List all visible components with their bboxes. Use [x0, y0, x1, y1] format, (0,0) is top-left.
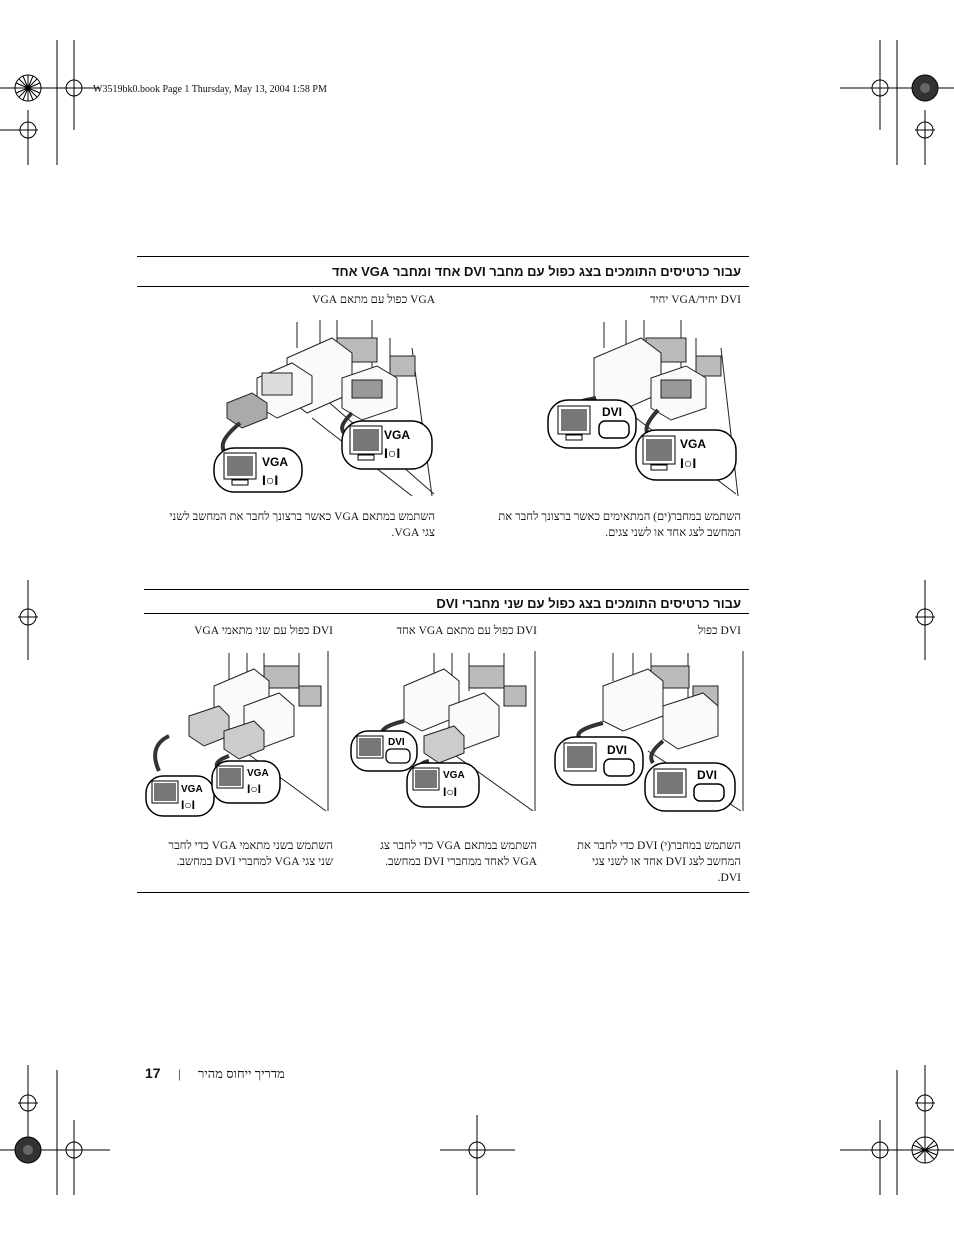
- section1-right-label-2: VGA: [680, 437, 707, 451]
- section1-right-label-1: DVI: [602, 405, 623, 419]
- section2-right-label-1: DVI: [607, 743, 628, 757]
- section1-top-rule: [137, 256, 749, 257]
- footer-separator: |: [178, 1066, 181, 1081]
- section2-left-label-2: VGA: [247, 768, 269, 779]
- section1-left-label-1: VGA: [262, 455, 289, 469]
- footer-guide-title: מדריך ייחוס מהיר: [198, 1066, 285, 1081]
- section1-left-description: השתמש במתאם VGA כאשר ברצונך לחבר את המחשב לשני צגי VGA.: [169, 511, 435, 539]
- section2-right-label-2: DVI: [697, 768, 718, 782]
- section2-title: עבור כרטיסים התומכים בצג כפול עם שני מחברי DVI: [436, 596, 741, 611]
- section1-right-illustration: [546, 318, 741, 496]
- section2-middle-description: השתמש במתאם VGA כדי לחבר צג VGA לאחד ממחברי DVI במחשב.: [380, 840, 537, 868]
- vga-port-icon: I○I: [262, 472, 279, 488]
- book-info-header: W3519bk0.book Page 1 Thursday, May 13, 2004 1:58 PM: [93, 84, 327, 95]
- section2-right-description: השתמש במחבר(י) DVI כדי לחבר את המחשב לצג DVI אחד או לשני צגי DVI.: [576, 840, 741, 884]
- section2-left-label-1: VGA: [181, 784, 203, 795]
- section2-right-illustration: [553, 651, 746, 816]
- vga-port-icon: I○I: [181, 798, 195, 812]
- section2-top-rule: [144, 589, 749, 590]
- section1-right-description: השתמש במחבר(ים) המתאימים כאשר ברצונך לחבר את המחשב לצג אחד או לשני צגים.: [498, 511, 741, 539]
- section1-title: עבור כרטיסים התומכים בצג כפול עם מחבר DVI אחד ומחבר VGA אחד: [331, 264, 741, 279]
- section2-middle-illustration: [349, 651, 537, 811]
- section1-title-rule: [137, 286, 749, 287]
- section2-left-caption: DVI כפול עם שני מתאמי VGA: [194, 625, 333, 637]
- section2-middle-caption: DVI כפול עם מתאם VGA אחד: [396, 625, 537, 637]
- section1-left-illustration: [212, 318, 437, 496]
- section1-right-caption: DVI יחיד/VGA יחיד: [649, 294, 741, 306]
- section2-bottom-rule: [137, 892, 749, 893]
- section2-title-rule: [144, 613, 749, 614]
- vga-port-icon: I○I: [384, 445, 401, 461]
- page-number: 17: [145, 1065, 161, 1081]
- section2-middle-label-2: VGA: [443, 770, 465, 781]
- section2-right-caption: DVI כפול: [697, 625, 741, 637]
- vga-port-icon: I○I: [247, 782, 261, 796]
- section1-left-label-2: VGA: [384, 428, 411, 442]
- section2-left-illustration: [144, 651, 330, 819]
- vga-port-icon: I○I: [680, 455, 697, 471]
- section1-left-caption: VGA כפול עם מתאם VGA: [312, 294, 435, 306]
- section2-left-description: השתמש בשני מתאמי VGA כדי לחבר שני צגי VGA למחברי DVI במחשב.: [168, 840, 333, 868]
- vga-port-icon: I○I: [443, 785, 457, 799]
- section2-middle-label-1: DVI: [388, 737, 405, 748]
